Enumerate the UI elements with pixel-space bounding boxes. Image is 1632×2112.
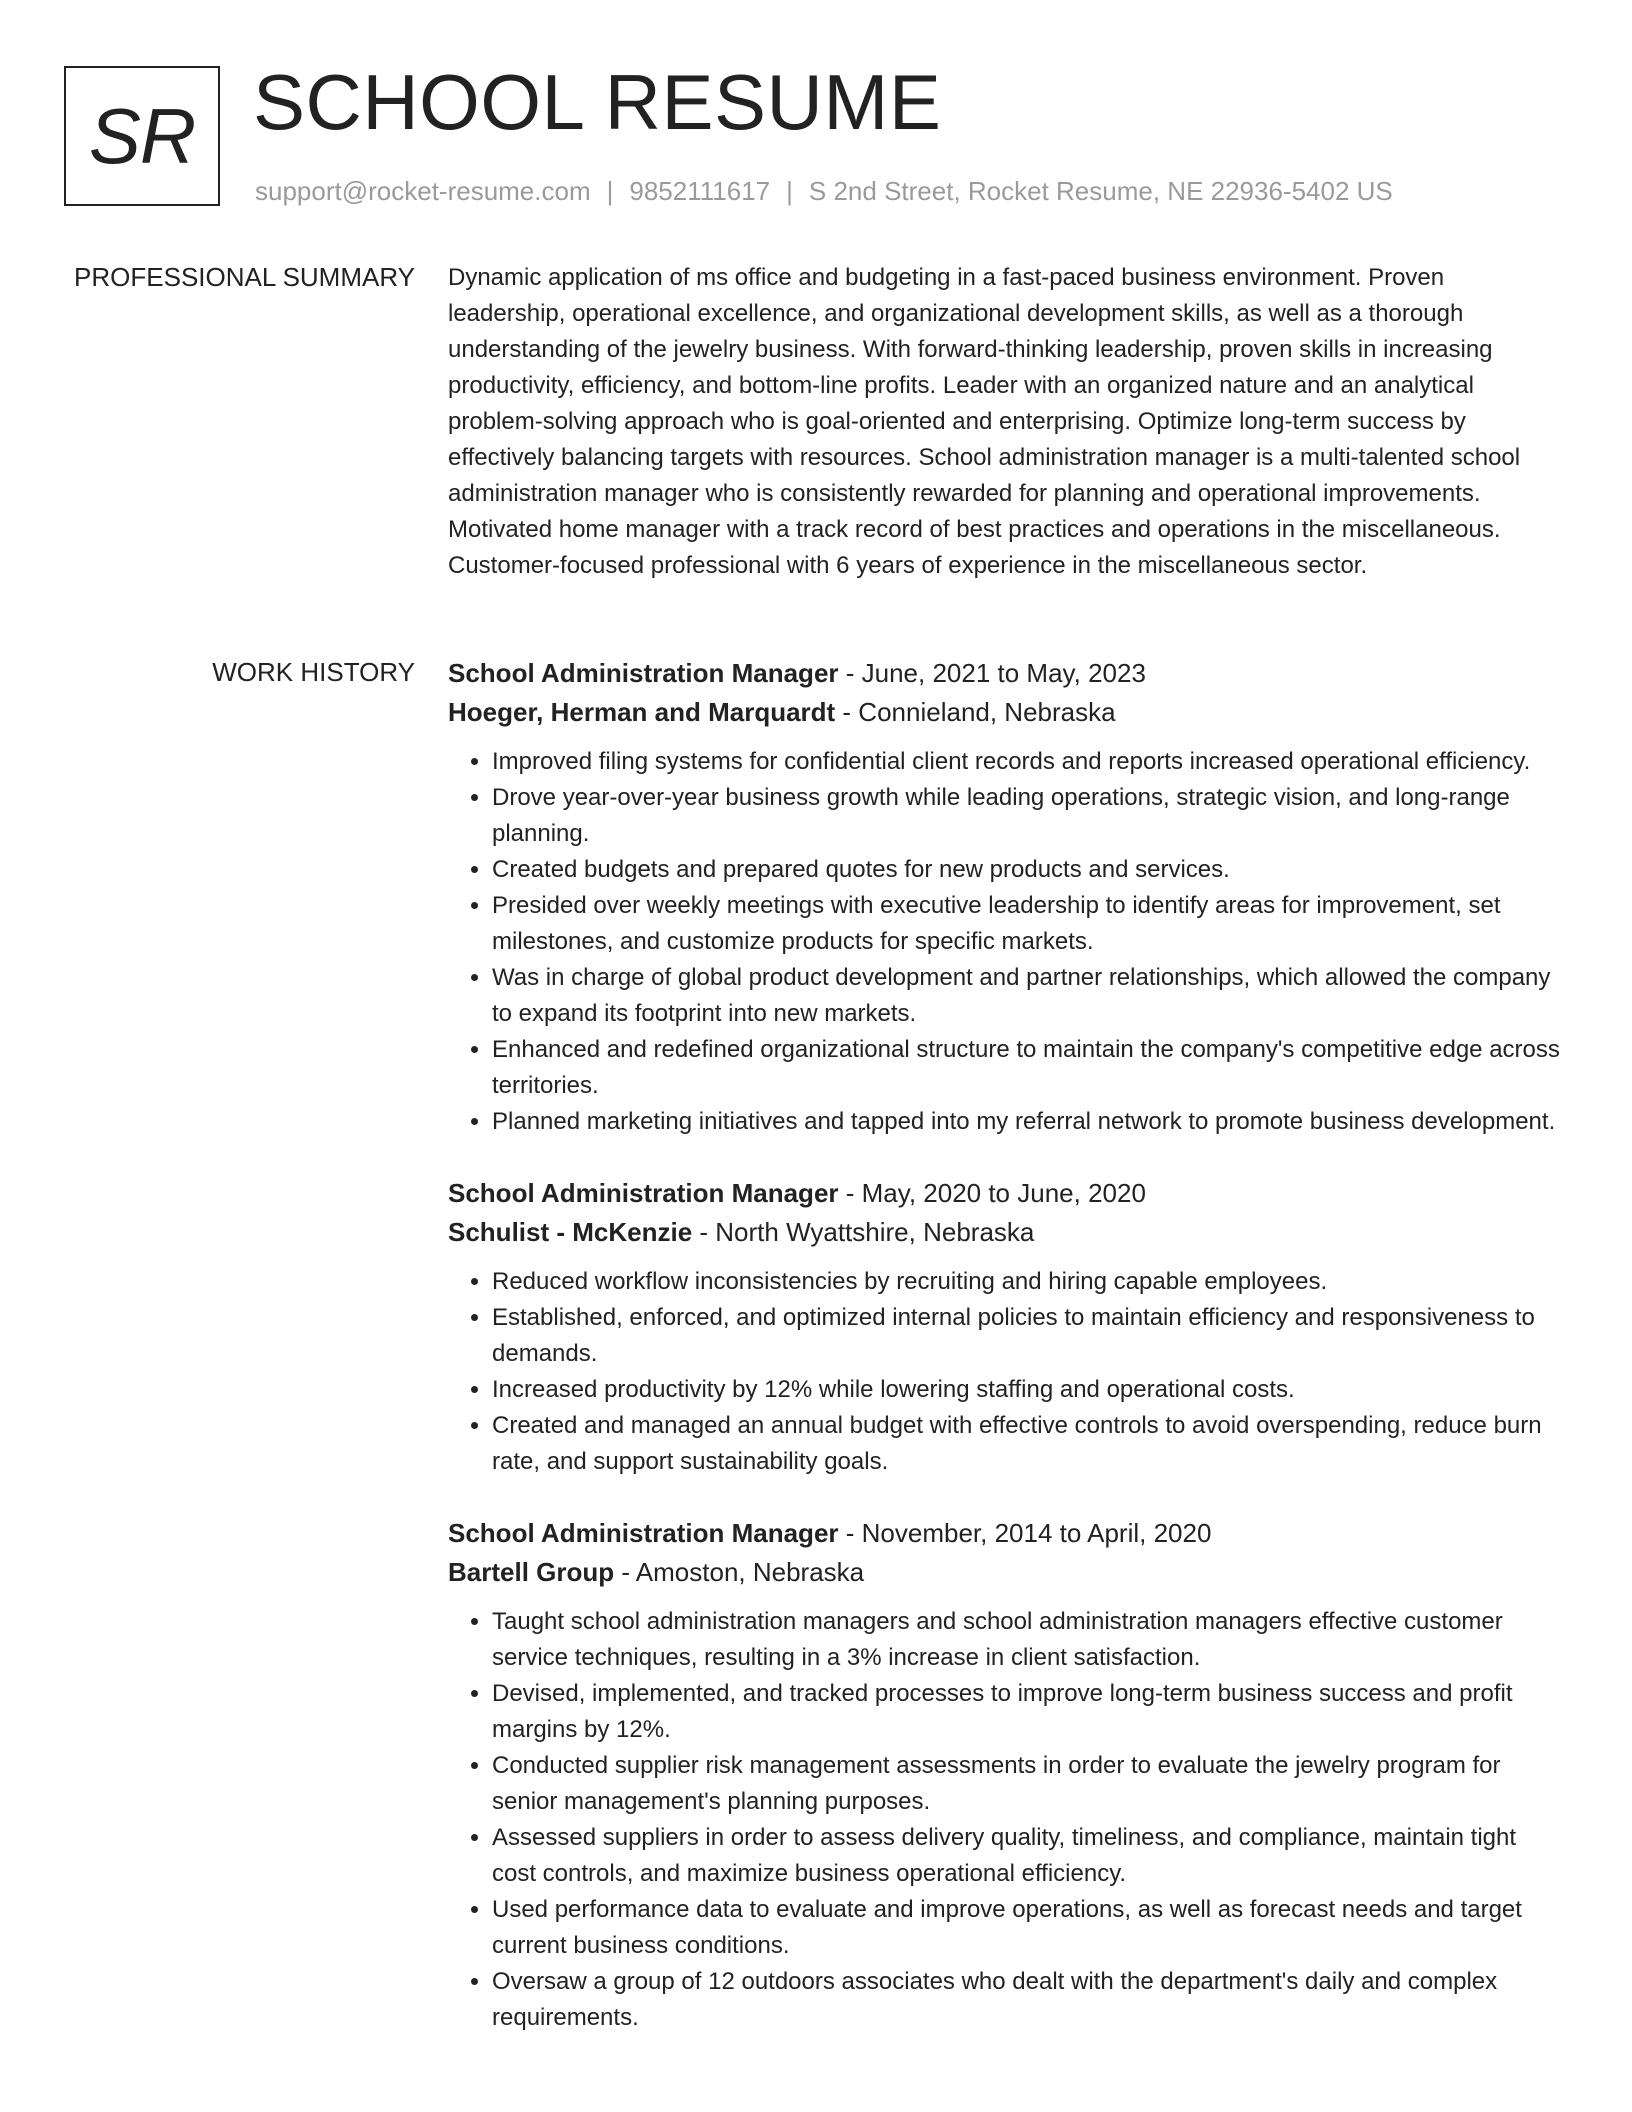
job-bullet: • Devised, implemented, and tracked processes to improve long-term business success and profit margins by 12%. [492, 1676, 1560, 1748]
job-bullet: • Improved filing systems for confidential client records and reports increased operational efficiency. [492, 744, 1560, 780]
job-company: Hoeger, Herman and Marquardt [448, 697, 836, 727]
job-bullet: • Oversaw a group of 12 outdoors associates who dealt with the department's daily and complex requirements. [492, 1964, 1560, 2036]
job-dates: - May, 2020 to June, 2020 [838, 1178, 1146, 1208]
job-bullet: • Enhanced and redefined organizational structure to maintain the company's competitive edge across territories. [492, 1032, 1560, 1104]
contact-phone: 9852111617 [629, 176, 771, 206]
resume-title: SCHOOL RESUME [253, 58, 942, 146]
job-bullet-list [448, 1604, 1560, 2036]
job-entry [448, 1174, 1560, 1480]
job-title: School Administration Manager [448, 658, 839, 688]
job-bullet: • Created budgets and prepared quotes for new products and services. [492, 852, 1560, 888]
job-company: Schulist - McKenzie [448, 1217, 693, 1247]
job-bullet: • Conducted supplier risk management assessments in order to evaluate the jewelry program for senior management's planning purposes. [492, 1748, 1560, 1820]
job-title: School Administration Manager [448, 1178, 839, 1208]
job-entry [448, 1514, 1560, 2036]
job-bullet: • Reduced workflow inconsistencies by recruiting and hiring capable employees. [492, 1264, 1560, 1300]
job-bullet: • Drove year-over-year business growth while leading operations, strategic vision, and long-range planning. [492, 780, 1560, 852]
section-label-work-history: WORK HISTORY [212, 657, 415, 687]
monogram-logo: SR [64, 66, 220, 206]
contact-separator: | [786, 176, 793, 206]
summary-text: Dynamic application of ms office and budgeting in a fast-paced business environment. Proven leadership, operational excellence, and organizational development skills, as well as a thorough understanding of the jewelry business. With forward-thinking leadership, proven skills in increasing productivity, efficiency, and bottom-line profits. Leader with an organized nature and an analytical problem-solving approach who is goal-oriented and enterprising. Optimize long-term success by effectively balancing targets with resources. School administration manager is a multi-talented school administration manager who is consistently rewarded for planning and operational improvements. Motivated home manager with a track record of best practices and operations in the miscellaneous. Customer-focused professional with 6 years of experience in the miscellaneous sector. [448, 264, 1521, 579]
job-dates: - June, 2021 to May, 2023 [838, 658, 1146, 688]
job-company-line [448, 1213, 1560, 1252]
job-bullet: • Taught school administration managers and school administration managers effective customer service techniques, resulting in a 3% increase in client satisfaction. [492, 1604, 1560, 1676]
job-bullet: • Assessed suppliers in order to assess delivery quality, timeliness, and compliance, maintain tight cost controls, and maximize business operational efficiency. [492, 1820, 1560, 1892]
contact-address: S 2nd Street, Rocket Resume, NE 22936-5402 US [808, 176, 1393, 206]
job-dates: - November, 2014 to April, 2020 [838, 1518, 1212, 1548]
job-bullet: • Established, enforced, and optimized internal policies to maintain efficiency and responsiveness to demands. [492, 1300, 1560, 1372]
job-bullet: • Was in charge of global product development and partner relationships, which allowed the company to expand its footprint into new markets. [492, 960, 1560, 1032]
job-title: School Administration Manager [448, 1518, 839, 1548]
job-entry [448, 654, 1560, 1140]
job-bullet: • Planned marketing initiatives and tapped into my referral network to promote business development. [492, 1104, 1560, 1140]
job-company-line [448, 1553, 1560, 1592]
job-bullet: • Created and managed an annual budget with effective controls to avoid overspending, reduce burn rate, and support sustainability goals. [492, 1408, 1560, 1480]
job-title-line [448, 1174, 1560, 1213]
job-bullet: • Increased productivity by 12% while lowering staffing and operational costs. [492, 1372, 1560, 1408]
job-location: - North Wyattshire, Nebraska [692, 1217, 1035, 1247]
contact-email: support@rocket-resume.com [255, 176, 591, 206]
job-location: - Connieland, Nebraska [835, 697, 1116, 727]
job-company-line [448, 693, 1560, 732]
section-label-summary: PROFESSIONAL SUMMARY [74, 262, 415, 292]
job-title-line [448, 1514, 1560, 1553]
job-bullet-list [448, 744, 1560, 1140]
job-bullet: • Presided over weekly meetings with executive leadership to identify areas for improvement, set milestones, and customize products for specific markets. [492, 888, 1560, 960]
contact-line [255, 174, 1393, 208]
work-history [448, 654, 1560, 2070]
job-title-line [448, 654, 1560, 693]
contact-separator: | [606, 176, 614, 206]
job-location: - Amoston, Nebraska [614, 1557, 865, 1587]
job-bullet-list [448, 1264, 1560, 1480]
job-bullet: • Used performance data to evaluate and improve operations, as well as forecast needs and target current business conditions. [492, 1892, 1560, 1964]
job-company: Bartell Group [448, 1557, 615, 1587]
